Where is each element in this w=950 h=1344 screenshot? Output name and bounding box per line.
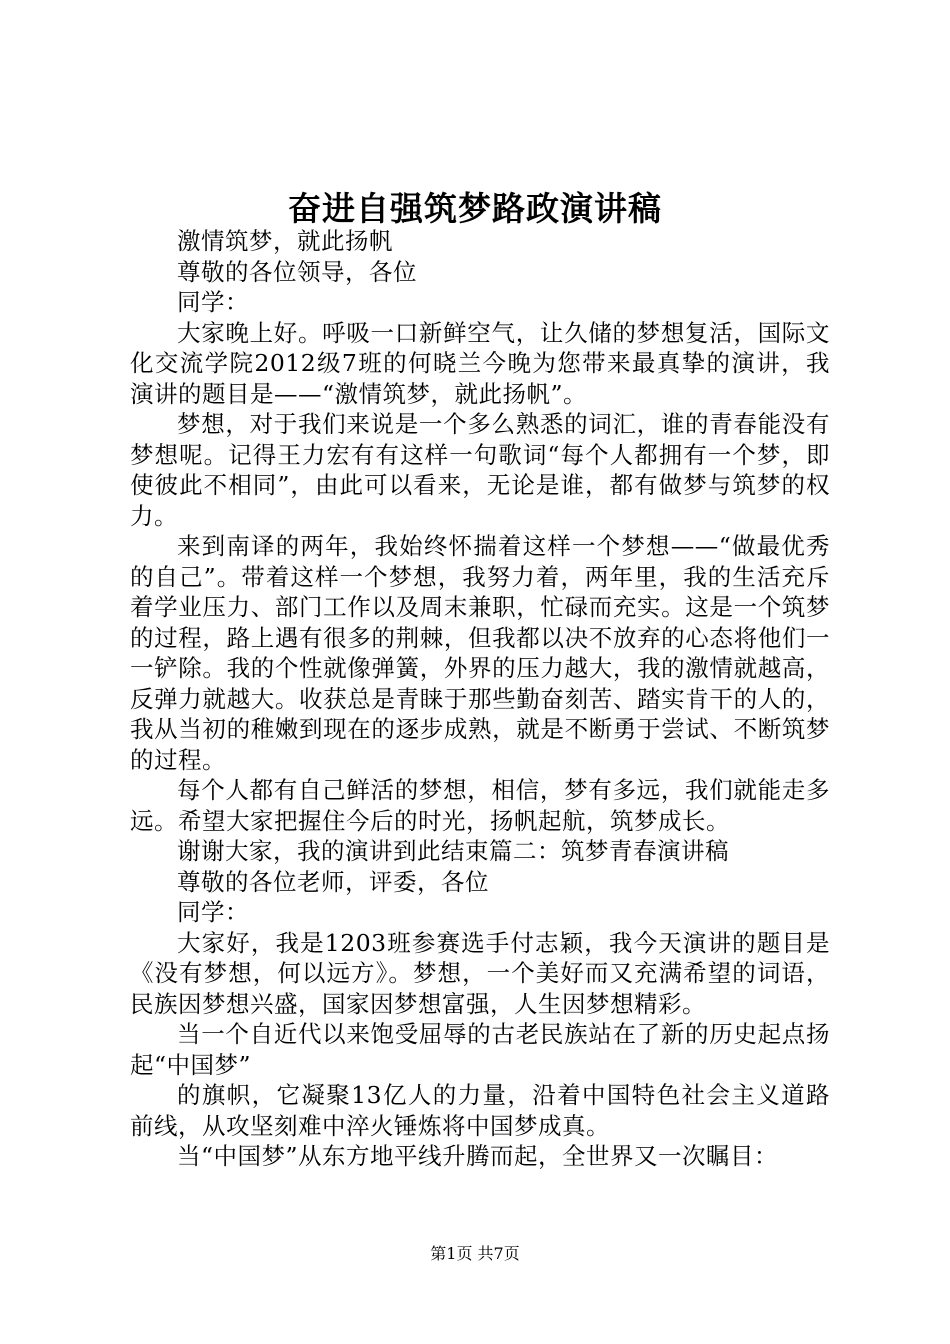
paragraph: 激情筑梦，就此扬帆 [177,227,393,255]
paragraph: 的旗帜，它凝聚13亿人的力量，沿着中国特色社会主义道路前线，从攻坚刻难中淬火锤炼将中国梦成真。 [130,1081,830,1140]
document-title: 奋进自强筑梦路政演讲稿 [288,189,662,228]
paragraph: 同学： [177,288,249,316]
paragraph: 当“中国梦”从东方地平线升腾而起，全世界又一次瞩目： [177,1142,779,1170]
paragraph: 谢谢大家，我的演讲到此结束篇二：筑梦青春演讲稿 [177,837,729,865]
paragraph: 每个人都有自己鲜活的梦想，相信，梦有多远，我们就能走多远。希望大家把握住今后的时光，扬帆起航，筑梦成长。 [130,776,830,835]
paragraph: 当一个自近代以来饱受屈辱的古老民族站在了新的历史起点扬起“中国梦” [130,1020,830,1079]
page-footer: 第1页 共7页 [430,1244,520,1263]
paragraph: 梦想，对于我们来说是一个多么熟悉的词汇，谁的青春能没有梦想呢。记得王力宏有有这样一句歌词“每个人都拥有一个梦，即使彼此不相同”，由此可以看来，无论是谁，都有做梦与筑梦的权力。 [130,410,830,530]
paragraph: 尊敬的各位老师，评委，各位 [177,867,489,896]
paragraph: 大家好，我是1203班参赛选手付志颖，我今天演讲的题目是《没有梦想，何以远方》。梦想，一个美好而又充满希望的词语，民族因梦想兴盛，国家因梦想富强，人生因梦想精彩。 [130,928,830,1018]
paragraph: 大家晚上好。呼吸一口新鲜空气，让久储的梦想复活，国际文化交流学院2012级7班的何晓兰今晚为您带来最真挚的演讲，我演讲的题目是——“激情筑梦，就此扬帆”。 [130,318,830,408]
paragraph: 尊敬的各位领导，各位 [177,257,417,286]
paragraph: 来到南译的两年，我始终怀揣着这样一个梦想——“做最优秀的自己”。带着这样一个梦想，我努力着，两年里，我的生活充斥着学业压力、部门工作以及周末兼职，忙碌而充实。这是一个筑梦的过程，路上遇有很多的荆棘，但我都以决不放弃的心态将他们一一铲除。我的个性就像弹簧，外界的压力越大，我的激情就越高，反弹力就越大。收获总是青睐于那些勤奋刻苦、踏实肯干的人的，我从当初的稚嫩到现在的逐步成熟，就是不断勇于尝试、不断筑梦的过程。 [130,532,830,774]
paragraph: 同学： [177,898,249,926]
document-body [130,226,830,1172]
